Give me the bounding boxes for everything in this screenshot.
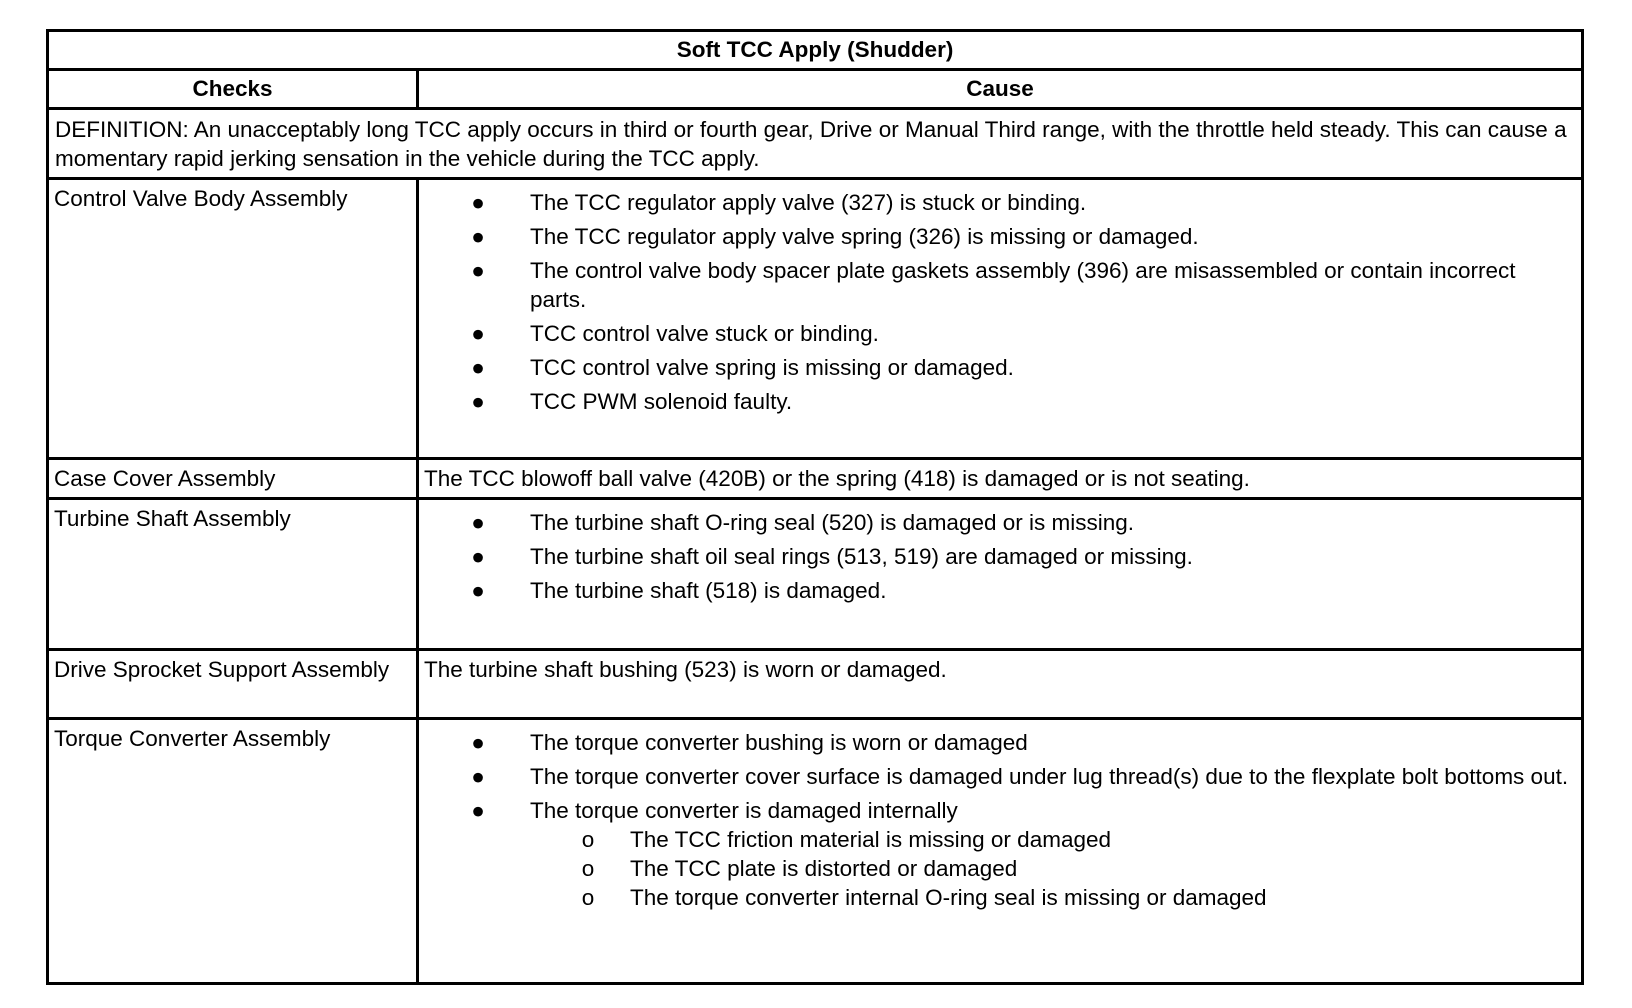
sub-cause-list bbox=[530, 825, 1575, 912]
check-torque-converter: Torque Converter Assembly bbox=[48, 719, 418, 984]
cause-text: The control valve body spacer plate gaskets assembly (396) are misassembled or contain incorrect parts. bbox=[530, 258, 1516, 312]
sub-cause-text: The torque converter internal O-ring seal is missing or damaged bbox=[630, 885, 1267, 910]
bullet-icon: ● bbox=[471, 190, 485, 215]
check-turbine-shaft: Turbine Shaft Assembly bbox=[48, 499, 418, 650]
header-row bbox=[48, 70, 1583, 109]
bullet-icon: ● bbox=[471, 389, 485, 414]
circle-bullet-icon: o bbox=[581, 827, 595, 852]
sub-list-item bbox=[581, 883, 1575, 912]
circle-bullet-icon: o bbox=[581, 856, 595, 881]
cause-text: TCC PWM solenoid faulty. bbox=[530, 389, 793, 414]
cause-text: The turbine shaft O-ring seal (520) is damaged or is missing. bbox=[530, 510, 1135, 535]
definition-text: DEFINITION: An unacceptably long TCC apply occurs in third or fourth gear, Drive or Manual Third range, with the throttle held steady. This can cause a momentary rapid jerking sensation in the vehicle during the TCC apply. bbox=[48, 109, 1583, 179]
bullet-icon: ● bbox=[471, 544, 485, 569]
bullet-icon: ● bbox=[471, 798, 485, 823]
soft-tcc-apply-table bbox=[46, 29, 1584, 985]
list-item bbox=[471, 256, 1575, 314]
check-drive-sprocket-support: Drive Sprocket Support Assembly bbox=[48, 650, 418, 719]
table-row bbox=[48, 499, 1583, 650]
check-case-cover: Case Cover Assembly bbox=[48, 459, 418, 499]
cause-text: The TCC regulator apply valve spring (326) is missing or damaged. bbox=[530, 224, 1199, 249]
bullet-icon: ● bbox=[471, 258, 485, 283]
cause-cell bbox=[418, 499, 1583, 650]
cause-list bbox=[424, 188, 1575, 416]
circle-bullet-icon: o bbox=[581, 885, 595, 910]
table-row bbox=[48, 719, 1583, 984]
bullet-icon: ● bbox=[471, 730, 485, 755]
cause-text: The TCC blowoff ball valve (420B) or the spring (418) is damaged or is not seating. bbox=[418, 459, 1583, 499]
cause-text: The turbine shaft oil seal rings (513, 519) are damaged or missing. bbox=[530, 544, 1193, 569]
list-item bbox=[471, 762, 1575, 791]
cause-text: TCC control valve spring is missing or damaged. bbox=[530, 355, 1014, 380]
cause-text: The torque converter bushing is worn or damaged bbox=[530, 730, 1028, 755]
cause-cell bbox=[418, 179, 1583, 459]
list-item bbox=[471, 576, 1575, 605]
bullet-icon: ● bbox=[471, 578, 485, 603]
title-row bbox=[48, 31, 1583, 70]
list-item bbox=[471, 353, 1575, 382]
sub-cause-text: The TCC plate is distorted or damaged bbox=[630, 856, 1018, 881]
table-row bbox=[48, 179, 1583, 459]
list-item bbox=[471, 222, 1575, 251]
table-title: Soft TCC Apply (Shudder) bbox=[48, 31, 1583, 70]
cause-text: The torque converter cover surface is damaged under lug thread(s) due to the flexplate bolt bottoms out. bbox=[530, 764, 1569, 789]
bullet-icon: ● bbox=[471, 355, 485, 380]
cause-column-header: Cause bbox=[418, 70, 1583, 109]
list-item bbox=[471, 508, 1575, 537]
list-item bbox=[471, 319, 1575, 348]
sub-list-item bbox=[581, 854, 1575, 883]
check-control-valve-body: Control Valve Body Assembly bbox=[48, 179, 418, 459]
checks-column-header: Checks bbox=[48, 70, 418, 109]
table-row bbox=[48, 650, 1583, 719]
sub-list-item bbox=[581, 825, 1575, 854]
cause-text: The turbine shaft bushing (523) is worn or damaged. bbox=[418, 650, 1583, 719]
bullet-icon: ● bbox=[471, 764, 485, 789]
cause-text: The torque converter is damaged internally bbox=[530, 798, 958, 823]
sub-cause-text: The TCC friction material is missing or damaged bbox=[630, 827, 1112, 852]
cause-text: The TCC regulator apply valve (327) is stuck or binding. bbox=[530, 190, 1087, 215]
cause-text: TCC control valve stuck or binding. bbox=[530, 321, 879, 346]
bullet-icon: ● bbox=[471, 224, 485, 249]
list-item bbox=[471, 796, 1575, 912]
bullet-icon: ● bbox=[471, 510, 485, 535]
bullet-icon: ● bbox=[471, 321, 485, 346]
list-item bbox=[471, 188, 1575, 217]
cause-list bbox=[424, 728, 1575, 912]
definition-row bbox=[48, 109, 1583, 179]
cause-list bbox=[424, 508, 1575, 605]
list-item bbox=[471, 387, 1575, 416]
cause-text: The turbine shaft (518) is damaged. bbox=[530, 578, 887, 603]
table-row bbox=[48, 459, 1583, 499]
list-item bbox=[471, 728, 1575, 757]
cause-cell bbox=[418, 719, 1583, 984]
list-item bbox=[471, 542, 1575, 571]
